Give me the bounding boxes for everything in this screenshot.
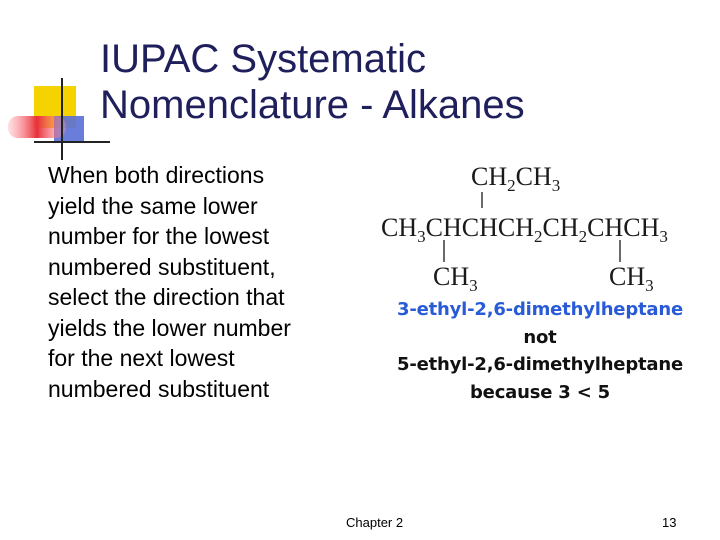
body-line: numbered substituent, [48,253,276,280]
body-text [48,160,358,404]
top-group-formula: $CH_2CH_3$ [471,162,561,195]
body-line: for the next lowest [48,345,235,371]
body-line: select the direction that [48,284,285,310]
not-label: not [523,326,557,348]
correct-name: 3-ethyl-2,6-dimethylheptane [397,299,683,320]
right-branch-formula: $CH_3$ [609,262,654,295]
main-chain-formula: $CH_3CHCHCH_2CH_2CHCH_3$ [381,213,668,246]
names-comparison [375,296,705,406]
structural-formula [378,156,708,296]
incorrect-name: 5-ethyl-2,6-dimethylheptane [397,354,683,375]
logo-red-bar [8,116,66,138]
body-line: yield the same lower [48,192,258,219]
reason-text: because 3 < 5 [470,381,610,403]
body-line: numbered substituent [48,375,270,402]
body-line: yields the lower number [48,314,291,341]
title-line-2: Nomenclature - Alkanes [100,83,525,127]
footer-chapter: Chapter 2 [346,515,404,530]
footer-page-number: 13 [662,515,677,530]
slide-title [100,36,700,128]
body-line: When both directions [48,162,265,188]
body-line: number for the lowest [48,223,270,249]
corner-logo-decoration [0,0,110,170]
left-branch-formula: $CH_3$ [433,262,478,295]
title-line-1: IUPAC Systematic [100,37,426,81]
